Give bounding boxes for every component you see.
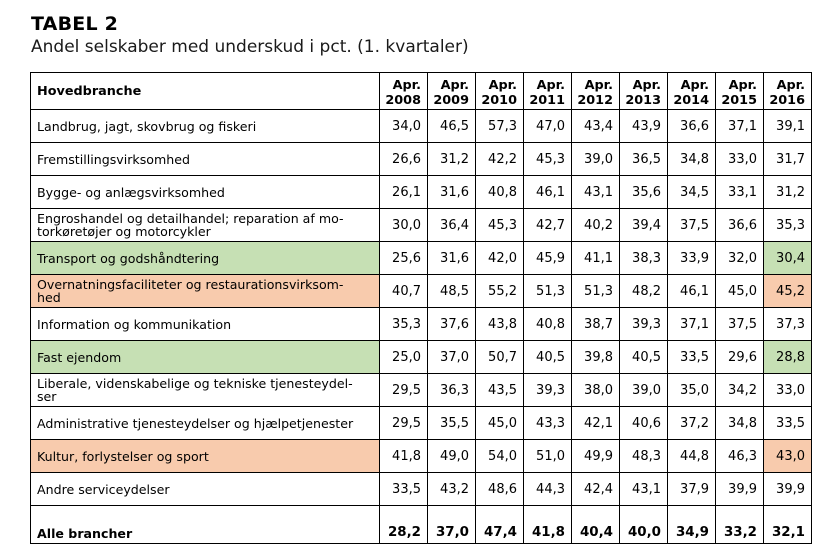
total-value-cell: 28,2 [380, 506, 428, 544]
row-label-line: hed [37, 290, 61, 305]
value-cell: 46,5 [428, 110, 476, 143]
value-cell: 45,2 [764, 275, 812, 308]
total-label: Alle brancher [31, 506, 380, 544]
value-cell: 39,3 [620, 308, 668, 341]
value-cell: 35,3 [764, 209, 812, 242]
table-row [31, 341, 812, 374]
row-label [31, 143, 380, 176]
row-label-line: Landbrug, jagt, skovbrug og fiskeri [37, 118, 257, 134]
value-cell: 40,7 [380, 275, 428, 308]
value-cell: 48,2 [620, 275, 668, 308]
value-cell: 26,1 [380, 176, 428, 209]
header-year-month: Apr. [488, 78, 517, 93]
header-year-month: Apr. [584, 78, 613, 93]
header-year [572, 73, 620, 110]
total-value-cell: 47,4 [476, 506, 524, 544]
value-cell: 36,5 [620, 143, 668, 176]
row-label [31, 110, 380, 143]
value-cell: 31,6 [428, 242, 476, 275]
value-cell: 49,0 [428, 440, 476, 473]
value-cell: 31,7 [764, 143, 812, 176]
row-label [31, 473, 380, 506]
row-label-line: Bygge- og anlægsvirksomhed [37, 184, 225, 200]
total-value-cell: 41,8 [524, 506, 572, 544]
value-cell: 31,2 [428, 143, 476, 176]
value-cell: 42,0 [476, 242, 524, 275]
header-year-month: Apr. [536, 78, 565, 93]
value-cell: 36,6 [668, 110, 716, 143]
value-cell: 42,1 [572, 407, 620, 440]
value-cell: 40,5 [524, 341, 572, 374]
value-cell: 28,8 [764, 341, 812, 374]
total-value-cell: 37,0 [428, 506, 476, 544]
value-cell: 34,2 [716, 374, 764, 407]
row-label-line: Overnatningsfaciliteter og restaurationsvirksom- [37, 277, 344, 292]
value-cell: 43,5 [476, 374, 524, 407]
header-year-month: Apr. [632, 78, 661, 93]
row-label-line: Kultur, forlystelser og sport [37, 448, 209, 464]
total-value-cell: 32,1 [764, 506, 812, 544]
value-cell: 54,0 [476, 440, 524, 473]
row-label [31, 407, 380, 440]
value-cell: 34,0 [380, 110, 428, 143]
header-year-month: Apr. [680, 78, 709, 93]
header-year-value: 2014 [673, 93, 709, 108]
value-cell: 46,1 [668, 275, 716, 308]
table-header-row [31, 73, 812, 110]
value-cell: 39,0 [620, 374, 668, 407]
value-cell: 35,3 [380, 308, 428, 341]
total-row [31, 506, 812, 544]
value-cell: 33,1 [716, 176, 764, 209]
row-label-line: Andre serviceydelser [37, 481, 170, 497]
value-cell: 29,6 [716, 341, 764, 374]
table-row [31, 209, 812, 242]
value-cell: 45,3 [476, 209, 524, 242]
header-year [668, 73, 716, 110]
value-cell: 43,0 [764, 440, 812, 473]
value-cell: 37,2 [668, 407, 716, 440]
row-label [31, 275, 380, 308]
value-cell: 40,8 [476, 176, 524, 209]
value-cell: 50,7 [476, 341, 524, 374]
value-cell: 29,5 [380, 374, 428, 407]
value-cell: 35,5 [428, 407, 476, 440]
value-cell: 34,8 [668, 143, 716, 176]
table-row [31, 110, 812, 143]
value-cell: 36,6 [716, 209, 764, 242]
data-table [30, 72, 812, 544]
value-cell: 39,4 [620, 209, 668, 242]
value-cell: 46,1 [524, 176, 572, 209]
value-cell: 37,9 [668, 473, 716, 506]
row-label-line: Fast ejendom [37, 349, 122, 365]
value-cell: 39,1 [764, 110, 812, 143]
value-cell: 33,9 [668, 242, 716, 275]
header-year-month: Apr. [392, 78, 421, 93]
value-cell: 45,9 [524, 242, 572, 275]
value-cell: 38,0 [572, 374, 620, 407]
header-year-month: Apr. [776, 78, 805, 93]
table-row [31, 308, 812, 341]
value-cell: 35,0 [668, 374, 716, 407]
value-cell: 25,0 [380, 341, 428, 374]
header-year [476, 73, 524, 110]
value-cell: 26,6 [380, 143, 428, 176]
header-year-month: Apr. [728, 78, 757, 93]
value-cell: 33,0 [764, 374, 812, 407]
value-cell: 48,3 [620, 440, 668, 473]
row-label [31, 176, 380, 209]
value-cell: 40,6 [620, 407, 668, 440]
row-label [31, 242, 380, 275]
value-cell: 39,0 [572, 143, 620, 176]
header-year-value: 2015 [721, 93, 757, 108]
header-year-value: 2009 [433, 93, 469, 108]
row-label-line: Information og kommunikation [37, 316, 232, 332]
value-cell: 51,3 [524, 275, 572, 308]
row-label-line: Fremstillingsvirksomhed [37, 151, 190, 167]
row-label [31, 209, 380, 242]
value-cell: 37,0 [428, 341, 476, 374]
value-cell: 37,6 [428, 308, 476, 341]
value-cell: 37,1 [668, 308, 716, 341]
value-cell: 42,2 [476, 143, 524, 176]
header-year [716, 73, 764, 110]
row-label [31, 341, 380, 374]
table-row [31, 176, 812, 209]
header-year-value: 2013 [625, 93, 661, 108]
value-cell: 45,0 [476, 407, 524, 440]
value-cell: 43,9 [620, 110, 668, 143]
value-cell: 43,1 [572, 176, 620, 209]
table-body [31, 73, 812, 544]
value-cell: 43,4 [572, 110, 620, 143]
row-label [31, 308, 380, 341]
table-row [31, 440, 812, 473]
value-cell: 33,0 [716, 143, 764, 176]
value-cell: 43,3 [524, 407, 572, 440]
table-row [31, 143, 812, 176]
value-cell: 41,1 [572, 242, 620, 275]
table-row [31, 407, 812, 440]
row-label-line: Administrative tjenesteydelser og hjælpetjenester [37, 415, 354, 431]
table-row [31, 242, 812, 275]
header-year-value: 2011 [529, 93, 565, 108]
total-value-cell: 40,0 [620, 506, 668, 544]
value-cell: 44,3 [524, 473, 572, 506]
value-cell: 55,2 [476, 275, 524, 308]
value-cell: 30,4 [764, 242, 812, 275]
value-cell: 49,9 [572, 440, 620, 473]
header-year [524, 73, 572, 110]
value-cell: 48,6 [476, 473, 524, 506]
value-cell: 37,5 [668, 209, 716, 242]
total-value-cell: 34,9 [668, 506, 716, 544]
value-cell: 36,4 [428, 209, 476, 242]
value-cell: 37,3 [764, 308, 812, 341]
value-cell: 45,0 [716, 275, 764, 308]
header-year [620, 73, 668, 110]
value-cell: 37,1 [716, 110, 764, 143]
row-label-line: Engroshandel og detailhandel; reparation af mo- [37, 211, 344, 226]
value-cell: 37,5 [716, 308, 764, 341]
value-cell: 39,3 [524, 374, 572, 407]
value-cell: 46,3 [716, 440, 764, 473]
header-branch: Hovedbranche [31, 73, 380, 110]
value-cell: 51,0 [524, 440, 572, 473]
value-cell: 35,6 [620, 176, 668, 209]
table-row [31, 473, 812, 506]
row-label-line: Transport og godshåndtering [37, 250, 220, 266]
header-year-value: 2016 [769, 93, 805, 108]
header-year-month: Apr. [440, 78, 469, 93]
value-cell: 42,4 [572, 473, 620, 506]
row-label-line: Liberale, videnskabelige og tekniske tjenesteydel- [37, 376, 353, 391]
value-cell: 39,9 [764, 473, 812, 506]
value-cell: 30,0 [380, 209, 428, 242]
value-cell: 57,3 [476, 110, 524, 143]
value-cell: 40,5 [620, 341, 668, 374]
value-cell: 45,3 [524, 143, 572, 176]
value-cell: 29,5 [380, 407, 428, 440]
header-year-value: 2008 [385, 93, 421, 108]
total-value-cell: 33,2 [716, 506, 764, 544]
header-year-value: 2012 [577, 93, 613, 108]
value-cell: 40,8 [524, 308, 572, 341]
header-year [428, 73, 476, 110]
value-cell: 51,3 [572, 275, 620, 308]
value-cell: 33,5 [764, 407, 812, 440]
value-cell: 41,8 [380, 440, 428, 473]
value-cell: 39,9 [716, 473, 764, 506]
value-cell: 43,1 [620, 473, 668, 506]
value-cell: 38,3 [620, 242, 668, 275]
value-cell: 34,8 [716, 407, 764, 440]
header-year [764, 73, 812, 110]
value-cell: 38,7 [572, 308, 620, 341]
row-label-line: ser [37, 389, 57, 404]
header-year [380, 73, 428, 110]
value-cell: 44,8 [668, 440, 716, 473]
value-cell: 33,5 [668, 341, 716, 374]
value-cell: 31,6 [428, 176, 476, 209]
value-cell: 34,5 [668, 176, 716, 209]
total-value-cell: 40,4 [572, 506, 620, 544]
table-subtitle: Andel selskaber med underskud i pct. (1. kvartaler) [31, 37, 469, 57]
table-row [31, 275, 812, 308]
value-cell: 43,2 [428, 473, 476, 506]
row-label [31, 440, 380, 473]
value-cell: 33,5 [380, 473, 428, 506]
value-cell: 40,2 [572, 209, 620, 242]
value-cell: 39,8 [572, 341, 620, 374]
value-cell: 25,6 [380, 242, 428, 275]
header-year-value: 2010 [481, 93, 517, 108]
value-cell: 48,5 [428, 275, 476, 308]
table-title: TABEL 2 [31, 13, 118, 35]
value-cell: 47,0 [524, 110, 572, 143]
value-cell: 42,7 [524, 209, 572, 242]
value-cell: 32,0 [716, 242, 764, 275]
value-cell: 31,2 [764, 176, 812, 209]
value-cell: 36,3 [428, 374, 476, 407]
row-label [31, 374, 380, 407]
value-cell: 43,8 [476, 308, 524, 341]
row-label-line: torkøretøjer og motorcykler [37, 224, 211, 239]
table-row [31, 374, 812, 407]
